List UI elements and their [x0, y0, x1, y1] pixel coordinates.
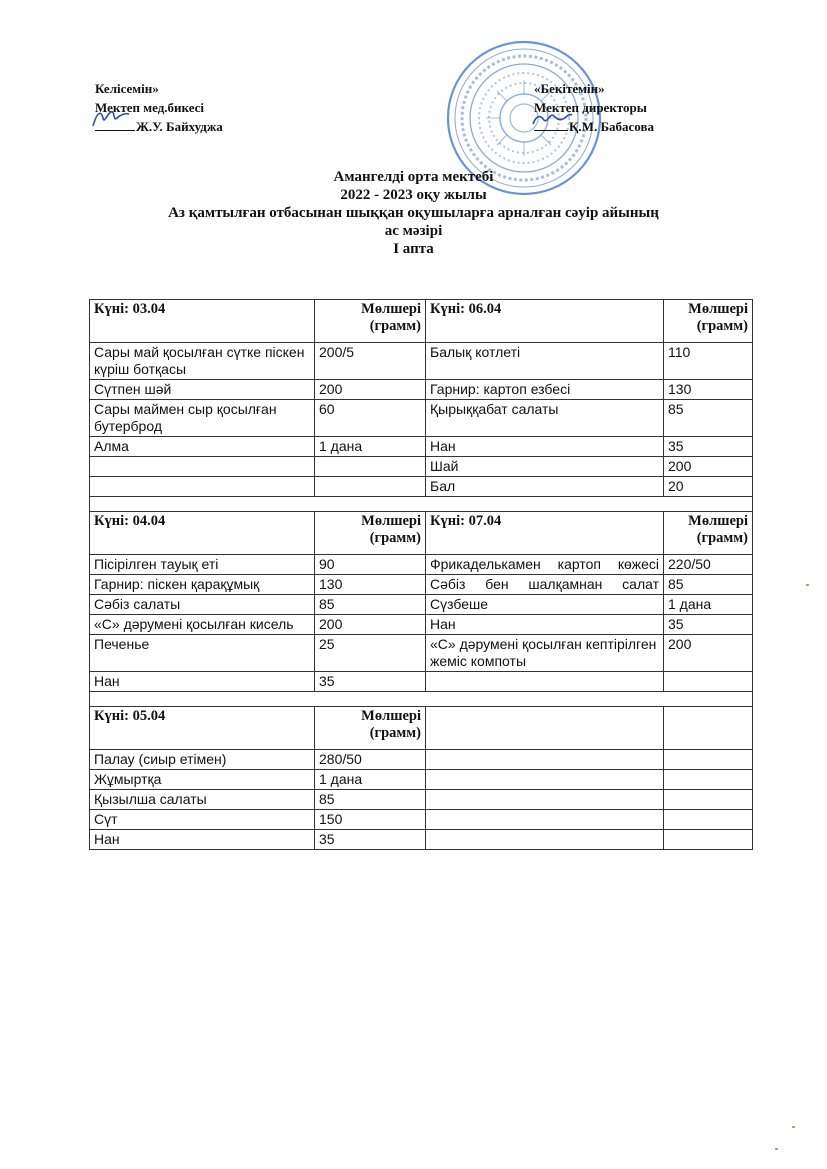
table-row	[90, 790, 753, 810]
qty-cell: 1 дана	[315, 770, 426, 790]
table-row	[90, 575, 753, 595]
approval-block-right	[534, 79, 654, 136]
empty-cell	[426, 830, 664, 850]
table-row	[90, 477, 753, 497]
qty-cell: 200	[664, 457, 753, 477]
spacer-row	[90, 692, 753, 707]
dish-cell: Гарнир: картоп езбесі	[426, 380, 664, 400]
table-header-row	[90, 512, 753, 555]
spacer-row	[90, 497, 753, 512]
dish-cell	[426, 672, 664, 692]
qty-cell: 1 дана	[315, 437, 426, 457]
week-label: I апта	[393, 241, 434, 257]
table-row	[90, 672, 753, 692]
dish-cell: Сүт	[90, 810, 315, 830]
approval-left-line3: Ж.У. Байхуджа	[136, 119, 223, 134]
approval-right-line2: Мектеп директоры	[534, 100, 647, 115]
empty-cell	[426, 750, 664, 770]
qty-cell: 35	[664, 437, 753, 457]
table-row	[90, 635, 753, 672]
table-row	[90, 400, 753, 437]
signature-right-icon	[530, 108, 574, 130]
approval-block-left	[95, 79, 223, 136]
qty-cell: 1 дана	[664, 595, 753, 615]
qty-cell: 90	[315, 555, 426, 575]
qty-cell: 150	[315, 810, 426, 830]
qty-header: Мөлшері (грамм)	[315, 300, 426, 343]
dish-cell: Нан	[426, 437, 664, 457]
qty-cell: 35	[315, 672, 426, 692]
dish-cell: Нан	[90, 672, 315, 692]
qty-cell: 220/50	[664, 555, 753, 575]
table-row	[90, 770, 753, 790]
dish-cell: Сәбіз бен шалқамнан салат	[426, 575, 664, 595]
table-header-row	[90, 707, 753, 750]
signature-line-right	[534, 118, 568, 131]
dish-cell: Нан	[426, 615, 664, 635]
table-row	[90, 555, 753, 575]
qty-cell: 85	[315, 595, 426, 615]
dish-cell: Пісірілген тауық еті	[90, 555, 315, 575]
dish-cell: Фрикаделькамен картоп көжесі	[426, 555, 664, 575]
empty-cell	[664, 830, 753, 850]
menu-subtitle-line2: ас мәзірі	[384, 223, 443, 239]
dish-cell: Сүтпен шәй	[90, 380, 315, 400]
school-title: Амангелді орта мектебі	[333, 169, 494, 185]
academic-year: 2022 - 2023 оқу жылы	[340, 187, 487, 203]
day-header: Күні: 04.04	[90, 512, 315, 555]
empty-cell	[664, 790, 753, 810]
approval-left-line2: Мектеп мед.бикесі	[95, 100, 205, 115]
qty-cell: 20	[664, 477, 753, 497]
day-header: Күні: 05.04	[90, 707, 315, 750]
dish-cell: Қызылша салаты	[90, 790, 315, 810]
day-header: Күні: 07.04	[426, 512, 664, 555]
table-header-row	[90, 300, 753, 343]
table-row	[90, 810, 753, 830]
qty-cell: 85	[664, 400, 753, 437]
empty-cell	[664, 770, 753, 790]
qty-cell: 200	[315, 380, 426, 400]
dish-cell: Нан	[90, 830, 315, 850]
dish-cell: Палау (сиыр етімен)	[90, 750, 315, 770]
dish-cell: «С» дәрумені қосылған кептірілген жеміс компоты	[426, 635, 664, 672]
qty-cell	[664, 672, 753, 692]
qty-cell: 25	[315, 635, 426, 672]
dish-cell: Сары май қосылған сүтке піскен күріш ботқасы	[90, 343, 315, 380]
menu-subtitle-line1: Аз қамтылған отбасынан шыққан оқушыларға арналған сәуір айының	[168, 205, 659, 221]
menu-table	[89, 299, 753, 850]
empty-cell	[664, 750, 753, 770]
qty-cell: 35	[315, 830, 426, 850]
empty-cell	[664, 707, 753, 750]
dish-cell: Гарнир: піскен қарақұмық	[90, 575, 315, 595]
qty-cell: 130	[315, 575, 426, 595]
table-row	[90, 457, 753, 477]
qty-header: Мөлшері (грамм)	[664, 512, 753, 555]
empty-cell	[426, 790, 664, 810]
table-row	[90, 437, 753, 457]
dish-cell: Жұмыртқа	[90, 770, 315, 790]
approval-right-line3-wrap	[534, 117, 654, 136]
scan-speck	[806, 584, 809, 586]
scan-speck	[775, 1148, 778, 1150]
qty-cell: 60	[315, 400, 426, 437]
table-row	[90, 343, 753, 380]
table-row	[90, 615, 753, 635]
dish-cell: Сары маймен сыр қосылған бутерброд	[90, 400, 315, 437]
qty-cell: 200/5	[315, 343, 426, 380]
dish-cell	[90, 457, 315, 477]
dish-cell: Алма	[90, 437, 315, 457]
table-row	[90, 750, 753, 770]
empty-cell	[426, 810, 664, 830]
qty-cell	[315, 457, 426, 477]
empty-cell	[426, 707, 664, 750]
qty-cell: 280/50	[315, 750, 426, 770]
signature-left-icon	[89, 108, 133, 130]
approval-right-line1: «Бекітемін»	[534, 81, 605, 96]
qty-cell: 35	[664, 615, 753, 635]
dish-cell: Бал	[426, 477, 664, 497]
dish-cell: Шай	[426, 457, 664, 477]
table-row	[90, 595, 753, 615]
qty-cell: 200	[315, 615, 426, 635]
signature-line-left	[95, 118, 135, 131]
empty-cell	[664, 810, 753, 830]
approval-left-line3-wrap	[95, 117, 223, 136]
qty-header: Мөлшері (грамм)	[315, 707, 426, 750]
approval-right-line3: Қ.М. Бабасова	[569, 119, 655, 134]
qty-cell: 110	[664, 343, 753, 380]
dish-cell: Сәбіз салаты	[90, 595, 315, 615]
day-header: Күні: 06.04	[426, 300, 664, 343]
dish-cell: Сүзбеше	[426, 595, 664, 615]
table-row	[90, 830, 753, 850]
approval-left-line1: Келісемін»	[95, 81, 159, 96]
dish-cell: Печенье	[90, 635, 315, 672]
scan-speck	[792, 1126, 795, 1128]
qty-header: Мөлшері (грамм)	[664, 300, 753, 343]
qty-cell	[315, 477, 426, 497]
qty-cell: 130	[664, 380, 753, 400]
qty-cell: 85	[664, 575, 753, 595]
qty-cell: 200	[664, 635, 753, 672]
empty-cell	[426, 770, 664, 790]
dish-cell	[90, 477, 315, 497]
dish-cell: «С» дәрумені қосылған кисель	[90, 615, 315, 635]
dish-cell: Балық котлеті	[426, 343, 664, 380]
table-row	[90, 380, 753, 400]
qty-header: Мөлшері (грамм)	[315, 512, 426, 555]
day-header: Күні: 03.04	[90, 300, 315, 343]
qty-cell: 85	[315, 790, 426, 810]
document-title-block	[0, 168, 827, 258]
dish-cell: Қырыққабат салаты	[426, 400, 664, 437]
